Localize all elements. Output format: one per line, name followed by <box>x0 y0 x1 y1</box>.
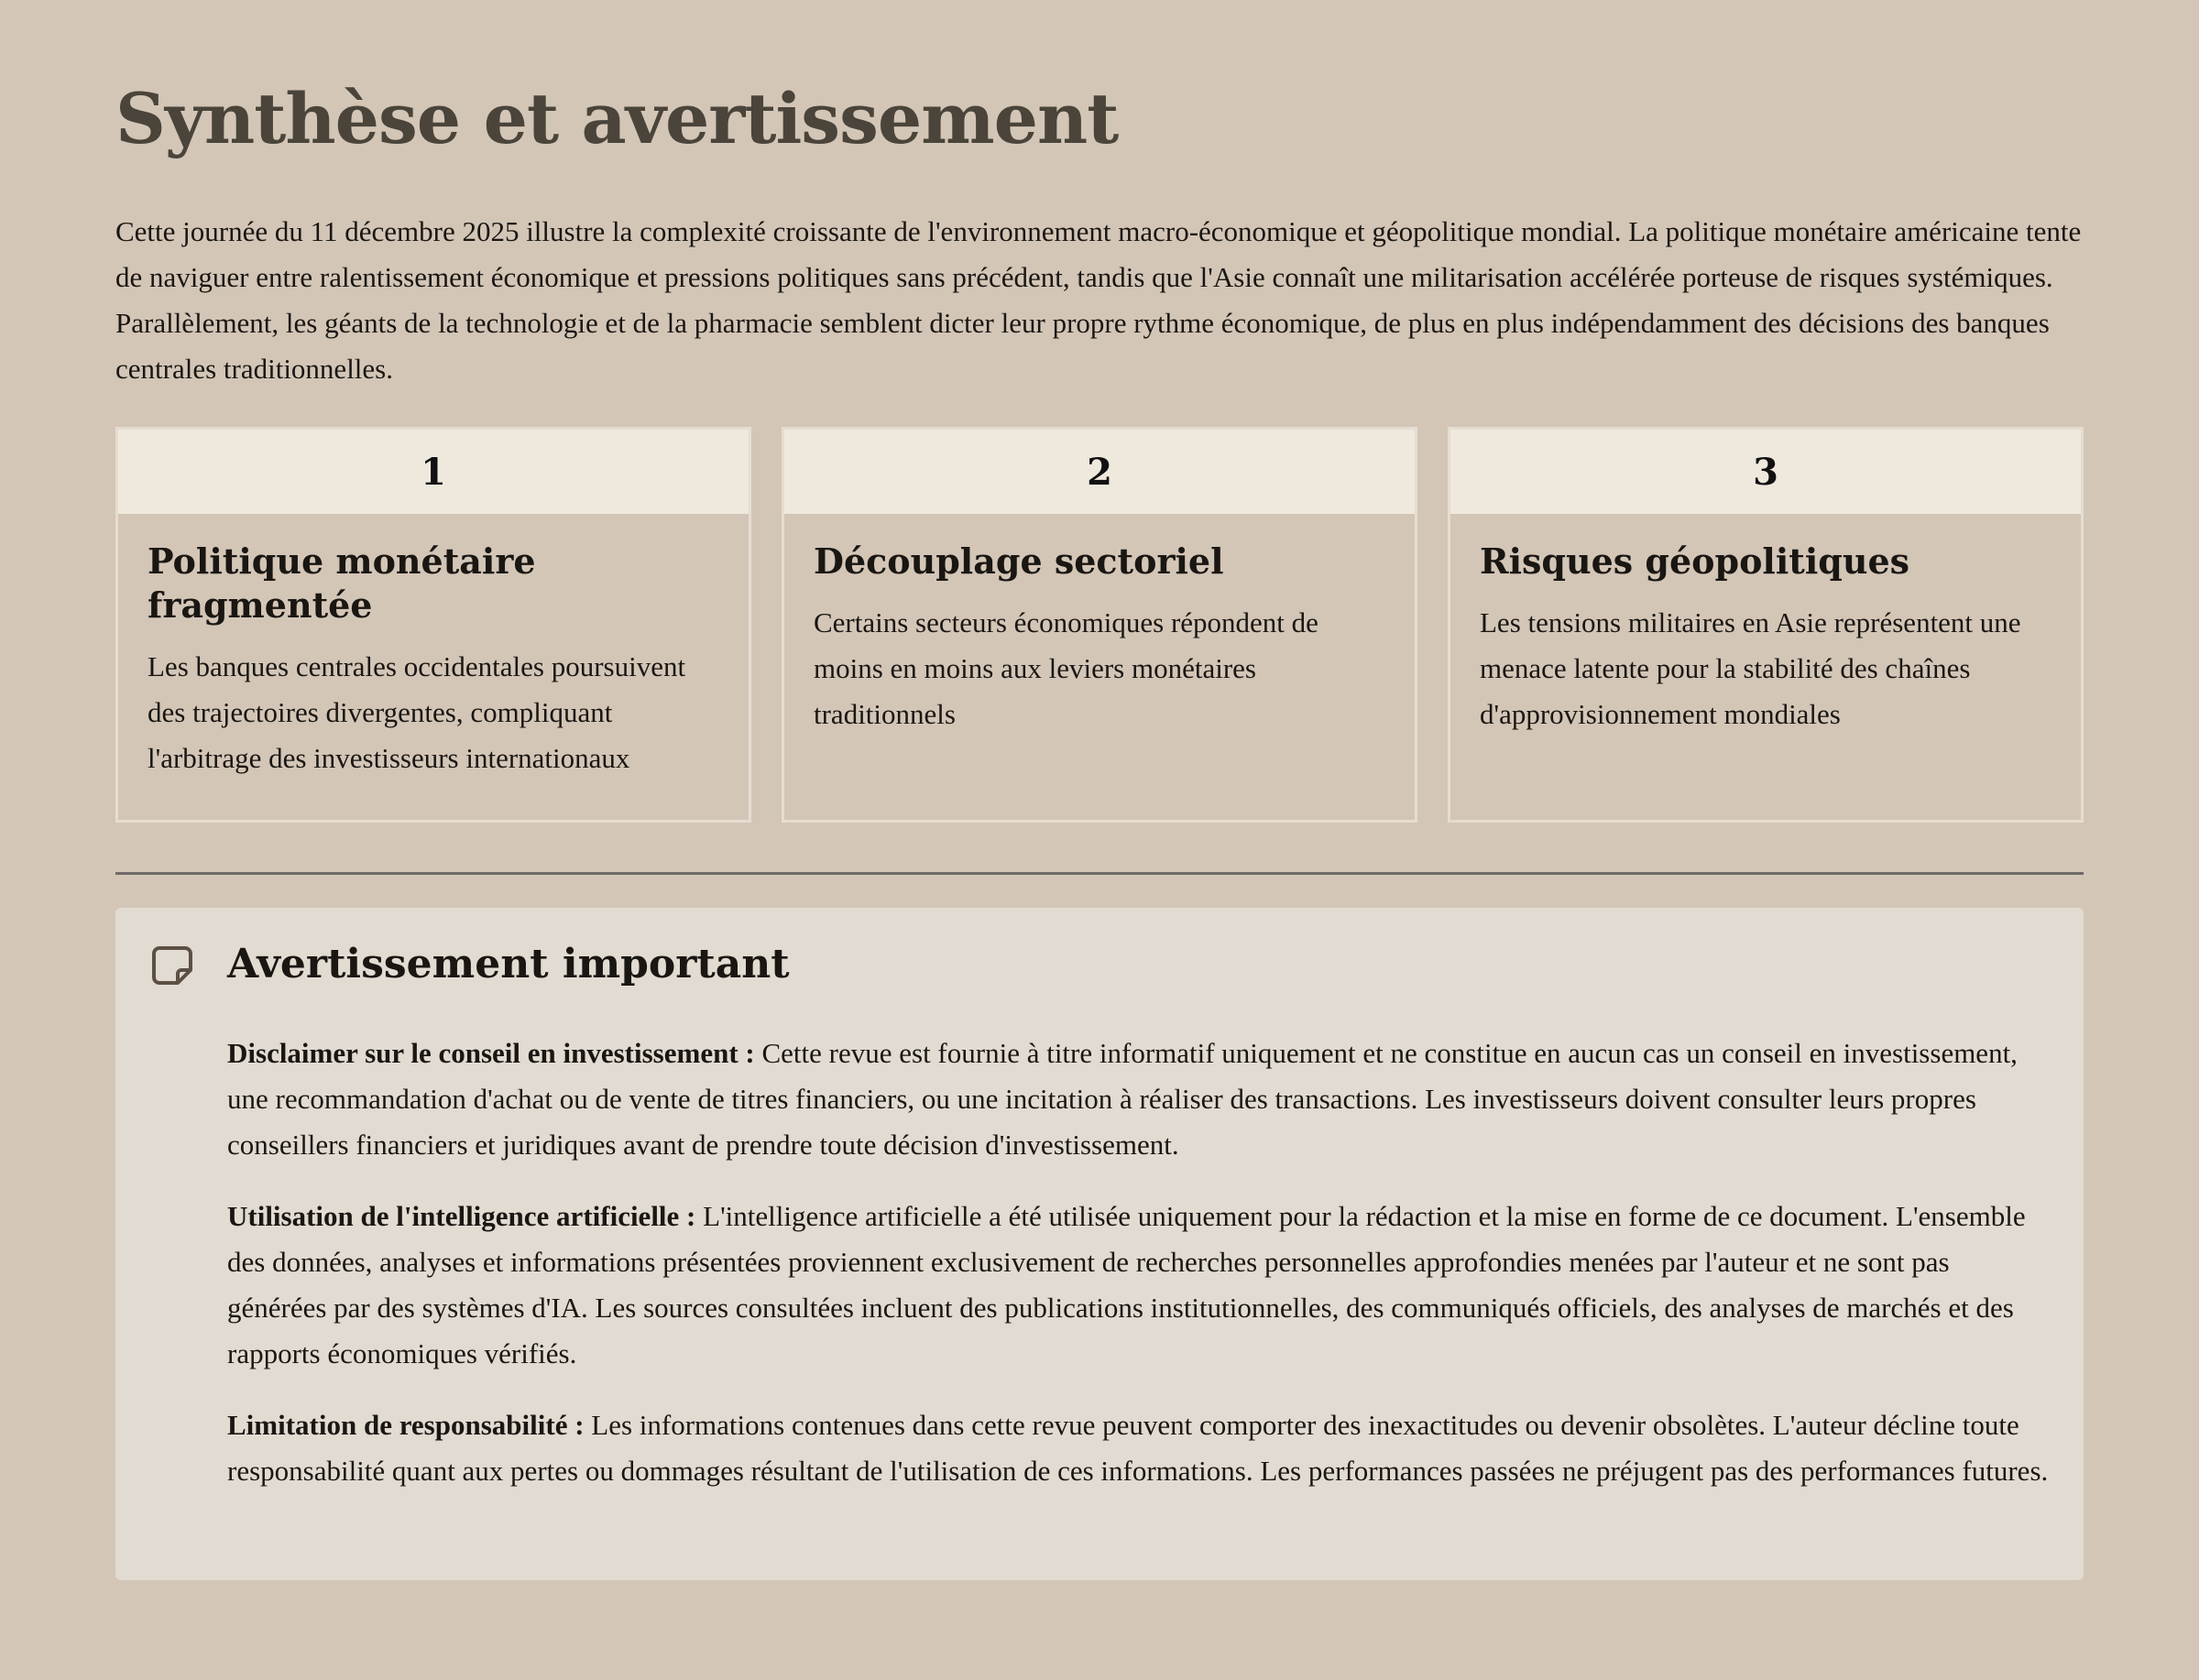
disclaimer-box <box>115 908 2084 1580</box>
card-number: 3 <box>1450 430 2081 514</box>
summary-card-2 <box>782 427 1417 823</box>
card-number: 2 <box>784 430 1415 514</box>
disclaimer-title: Avertissement important <box>227 941 790 987</box>
summary-card-1 <box>115 427 751 823</box>
card-number: 1 <box>118 430 749 514</box>
paragraph-label: Utilisation de l'intelligence artificielle : <box>227 1200 696 1232</box>
disclaimer-investment <box>227 1031 2051 1168</box>
paragraph-text: Cette revue est fournie à titre informatif uniquement et ne constitue en aucun cas un conseil en investissement, une recommandation d'achat ou de vente de titres financiers, ou une incitation à réaliser des transactions. Les investisseurs doivent consulter leurs propres conseillers financiers et juridiques avant de prendre toute décision d'investissement. <box>227 1037 2018 1161</box>
paragraph-label: Limitation de responsabilité : <box>227 1409 585 1441</box>
intro-paragraph: Cette journée du 11 décembre 2025 illustre la complexité croissante de l'environnement macro-économique et géopolitique mondial. La politique monétaire américaine tente de naviguer entre ralentissement économique et pressions politiques sans précédent, tandis que l'Asie connaît une militarisation accélérée porteuse de risques systémiques. Parallèlement, les géants de la technologie et de la pharmacie semblent dicter leur propre rythme économique, de plus en plus indépendamment des décisions des banques centrales traditionnelles. <box>115 215 2082 385</box>
summary-cards <box>115 427 2084 823</box>
card-body <box>1450 514 2081 737</box>
card-title: Politique monétaire fragmentée <box>148 540 536 626</box>
card-text: Les tensions militaires en Asie représentent une menace latente pour la stabilité des chaînes d'approvisionnement mondiales <box>1480 606 2021 730</box>
disclaimer-content <box>227 1031 2051 1520</box>
paragraph-label: Disclaimer sur le conseil en investissement : <box>227 1037 755 1069</box>
card-body <box>784 514 1415 737</box>
page-title: Synthèse et avertissement <box>115 78 1119 159</box>
paragraph-text: L'intelligence artificielle a été utilisée uniquement pour la rédaction et la mise en forme de ce document. L'ensemble des données, analyses et informations présentées proviennent exclusivement de recherches personnelles approfondies menées par l'auteur et ne sont pas générées par des systèmes d'IA. Les sources consultées incluent des publications institutionnelles, des communiqués officiels, des analyses de marchés et des rapports économiques vérifiés. <box>227 1200 2026 1369</box>
card-body <box>118 514 749 781</box>
card-title: Risques géopolitiques <box>1480 540 1910 582</box>
page <box>115 0 2084 1580</box>
card-text: Certains secteurs économiques répondent de moins en moins aux leviers monétaires traditionnels <box>814 606 1318 730</box>
card-text: Les banques centrales occidentales poursuivent des trajectoires divergentes, compliquant l'arbitrage des investisseurs internationaux <box>148 650 686 774</box>
section-divider <box>115 872 2084 875</box>
note-icon <box>152 944 192 985</box>
paragraph-text: Les informations contenues dans cette revue peuvent comporter des inexactitudes ou devenir obsolètes. L'auteur décline toute responsabilité quant aux pertes ou dommages résultant de l'utilisation de ces informations. Les performances passées ne préjugent pas des performances futures. <box>227 1409 2049 1487</box>
disclaimer-ai <box>227 1194 2051 1377</box>
card-title: Découplage sectoriel <box>814 540 1224 582</box>
summary-card-3 <box>1448 427 2084 823</box>
disclaimer-liability <box>227 1402 2051 1494</box>
